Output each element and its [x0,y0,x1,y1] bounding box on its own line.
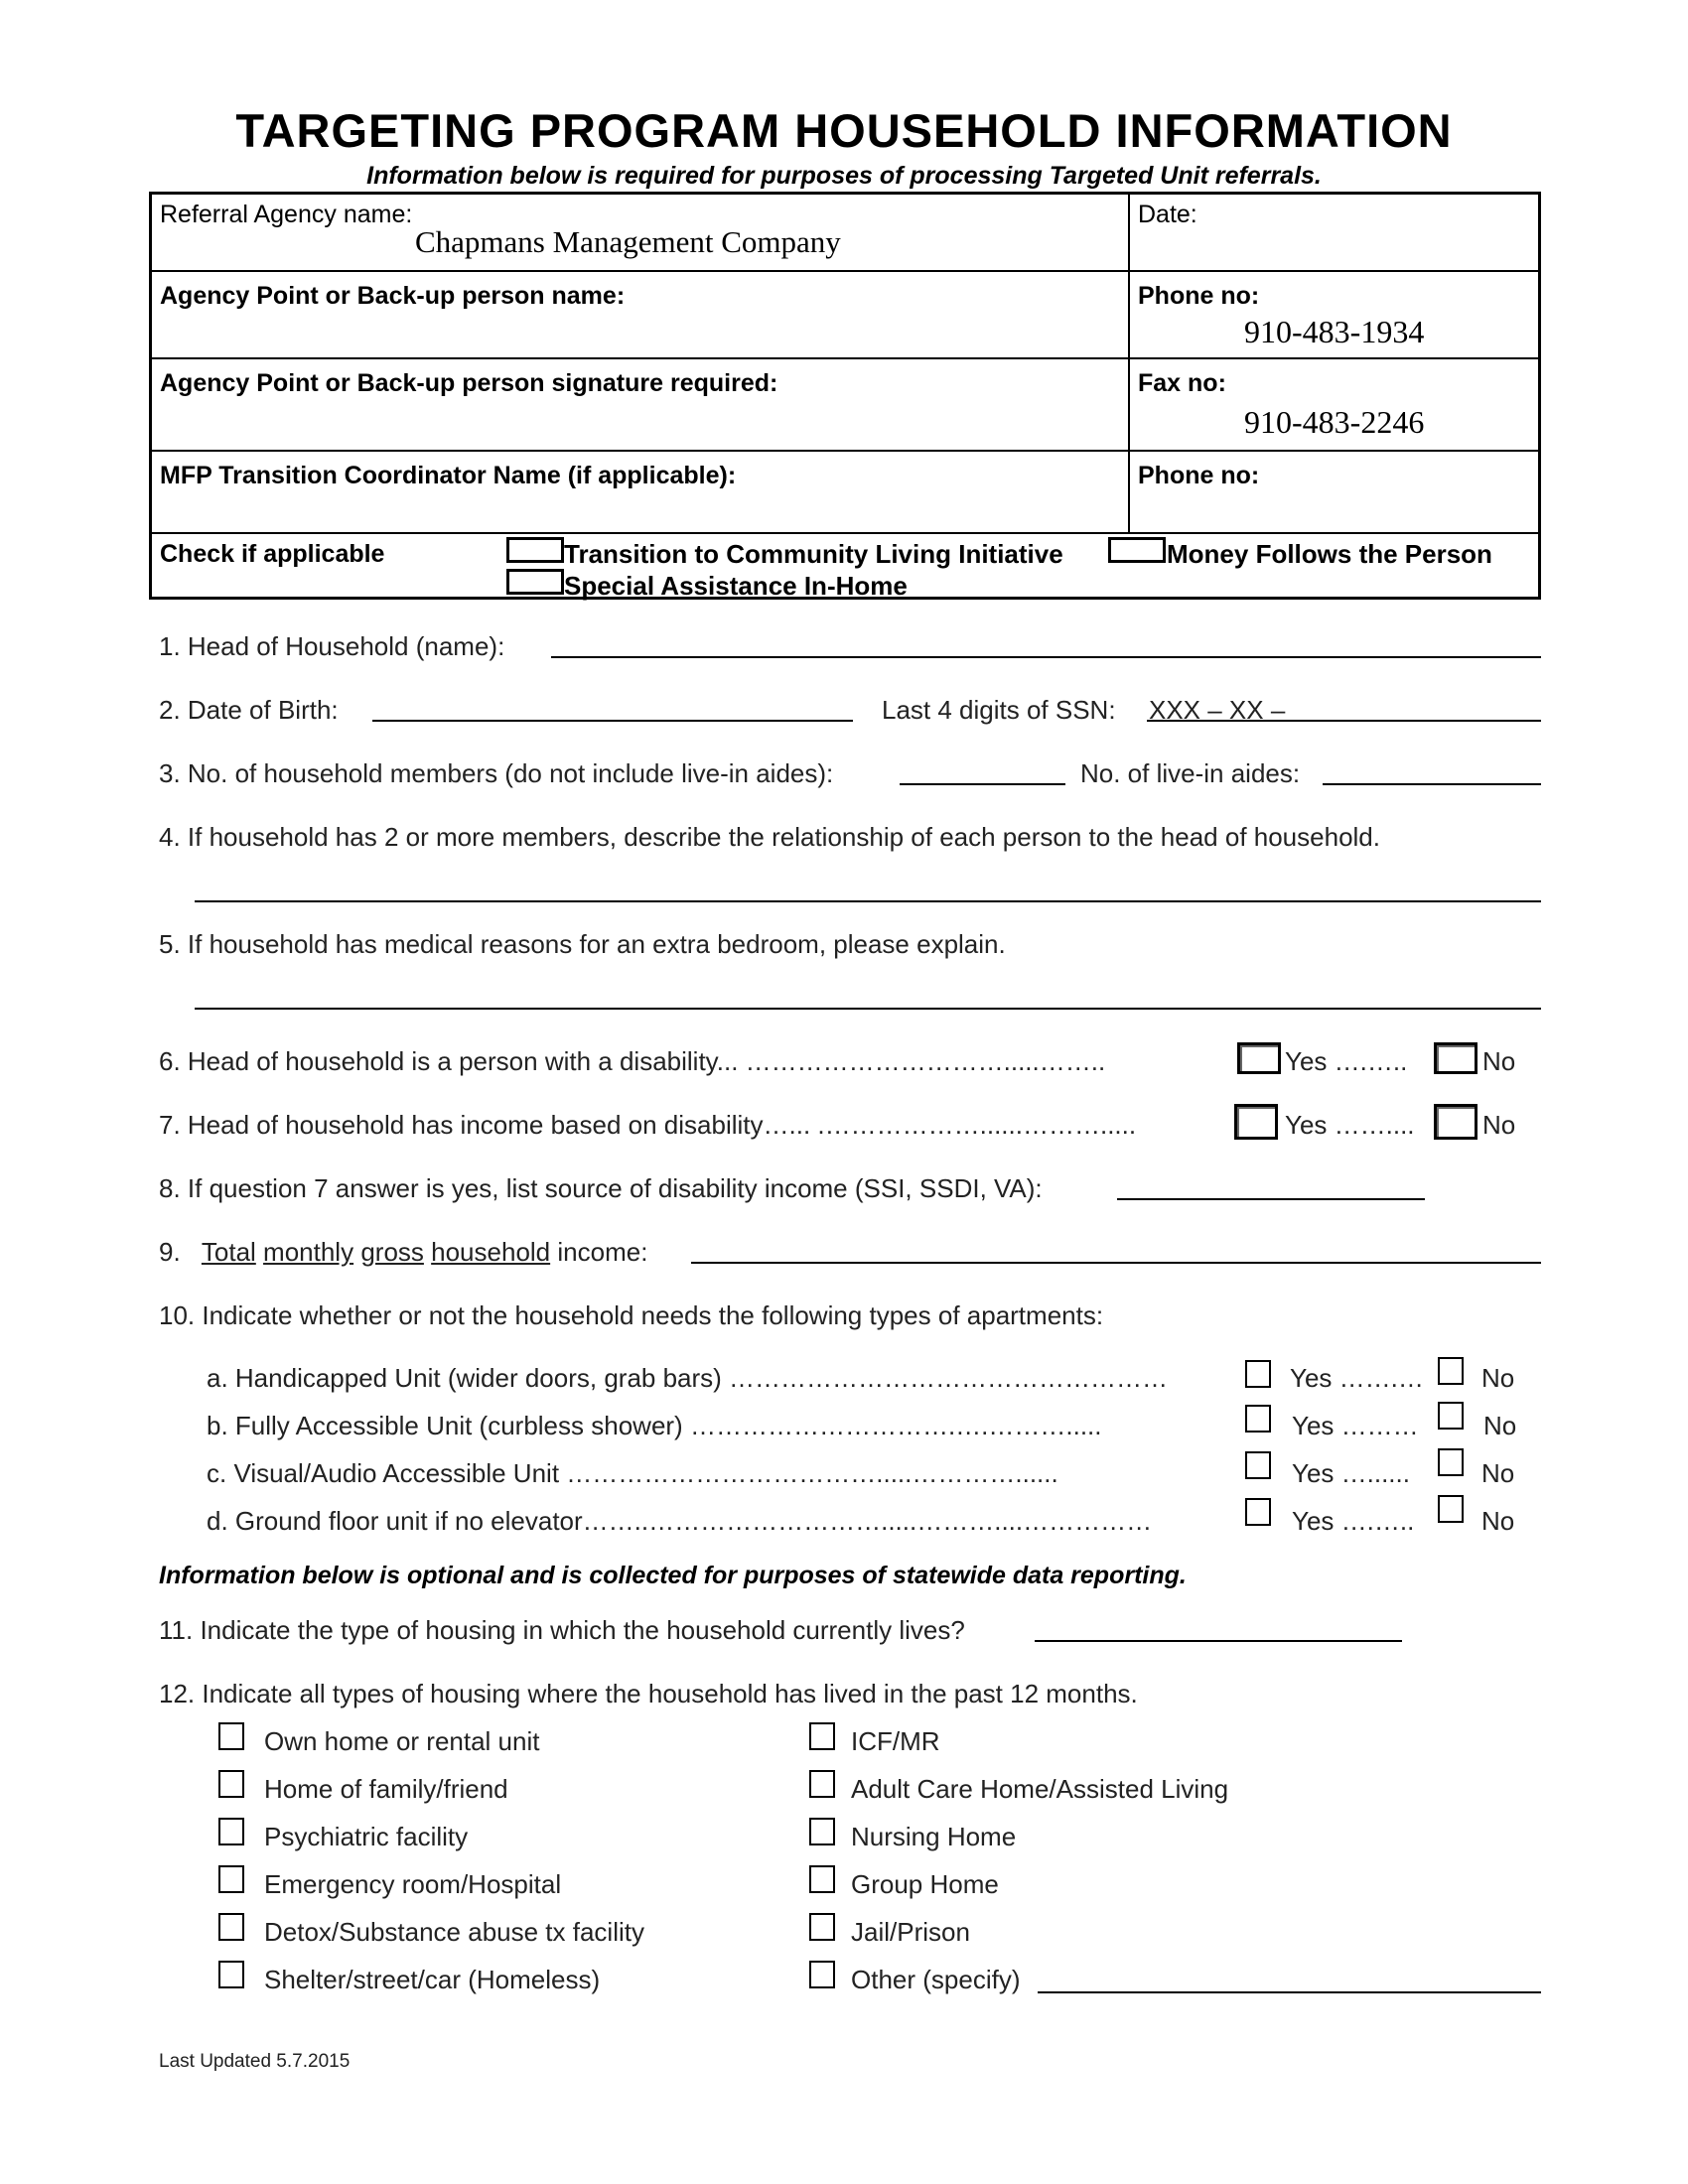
form-title: TARGETING PROGRAM HOUSEHOLD INFORMATION [235,104,1453,157]
q12-label: 12. Indicate all types of housing where the household has lived in the past 12 months. [159,1679,1138,1708]
other-checkbox[interactable] [809,1961,835,1988]
q10c-label: c. Visual/Audio Accessible Unit ……………………………….....…………...... [207,1458,1058,1488]
q10d-label: d. Ground floor unit if no elevator……..……………………….....………....…………… [207,1506,1153,1536]
q6-no-label: No [1482,1046,1516,1076]
q10a-no-checkbox[interactable] [1438,1357,1464,1385]
optional-info-note: Information below is optional and is collected for purposes of statewide data reporting. [159,1562,1187,1589]
relationship-field[interactable] [195,900,1541,902]
detox-checkbox[interactable] [218,1913,244,1941]
q10b-no-checkbox[interactable] [1438,1402,1464,1430]
q10b-yes-label: Yes ……… [1292,1411,1419,1440]
referral-agency-cell[interactable] [152,195,1130,272]
q10d-no-label: No [1481,1506,1515,1536]
other-specify-field[interactable] [1038,1991,1541,1993]
signature-cell[interactable] [152,359,1130,452]
q7-yes-label: Yes …….... [1285,1110,1415,1140]
mfp-phone-cell[interactable] [1130,452,1541,534]
check-applicable-label: Check if applicable [160,540,385,568]
header-table [149,192,1541,600]
q7-label: 7. Head of household has income based on disability…... .………………......………..... [159,1110,1137,1140]
q10c-yes-checkbox[interactable] [1245,1451,1271,1479]
other-label: Other (specify) [851,1965,1021,1994]
adult-care-checkbox[interactable] [809,1770,835,1798]
own-home-label: Own home or rental unit [264,1726,540,1756]
q1-label: 1. Head of Household (name): [159,631,505,661]
mfp-phone-label: Phone no: [1138,462,1260,489]
current-housing-field[interactable] [1035,1640,1402,1642]
q10d-yes-checkbox[interactable] [1245,1498,1271,1526]
q5-label: 5. If household has medical reasons for an extra bedroom, please explain. [159,929,1006,959]
family-friend-label: Home of family/friend [264,1774,508,1804]
q7-yes-checkbox[interactable] [1234,1104,1278,1140]
q10b-yes-checkbox[interactable] [1245,1405,1271,1433]
q10a-label: a. Handicapped Unit (wider doors, grab bars) …………………………………………… [207,1363,1169,1393]
q6-yes-label: Yes ….….. [1285,1046,1408,1076]
shelter-checkbox[interactable] [218,1961,244,1988]
q9-word-household: household [431,1237,551,1267]
phone-label: Phone no: [1138,282,1260,310]
form-subtitle: Information below is required for purposes of processing Targeted Unit referrals. [366,162,1322,190]
fax-label: Fax no: [1138,369,1226,397]
date-of-birth-field[interactable] [372,720,853,722]
mfp-coordinator-cell[interactable] [152,452,1130,534]
live-in-aides-field[interactable] [1323,783,1541,785]
tcli-checkbox[interactable] [506,537,564,563]
jail-prison-label: Jail/Prison [851,1917,970,1947]
q6-yes-checkbox[interactable] [1237,1042,1281,1074]
q3-label: 3. No. of household members (do not include live-in aides): [159,758,834,788]
q9-number: 9. [159,1237,181,1267]
tcli-label: Transition to Community Living Initiative [564,539,1063,569]
q9-tail: income: [557,1237,648,1267]
phone-value: 910-483-1934 [1244,314,1425,349]
point-person-label: Agency Point or Back-up person name: [160,282,626,310]
q8-label: 8. If question 7 answer is yes, list source of disability income (SSI, SSDI, VA): [159,1173,1043,1203]
q9-word-gross: gross [360,1237,424,1267]
emergency-room-label: Emergency room/Hospital [264,1869,562,1899]
q10-label: 10. Indicate whether or not the household needs the following types of apartments: [159,1300,1104,1330]
live-in-aides-label: No. of live-in aides: [1080,758,1301,788]
date-label: Date: [1138,201,1197,228]
q9-word-monthly: monthly [263,1237,354,1267]
ssn-value: XXX – XX – [1149,695,1286,725]
q10c-yes-label: Yes …...... [1292,1458,1410,1488]
referral-agency-value: Chapmans Management Company [415,224,841,259]
check-applicable-row [152,534,1541,600]
family-friend-checkbox[interactable] [218,1770,244,1798]
date-cell[interactable] [1130,195,1541,272]
q4-label: 4. If household has 2 or more members, describe the relationship of each person to the head of household. [159,822,1380,852]
mfp-checkbox[interactable] [1108,537,1166,563]
icf-mr-label: ICF/MR [851,1726,940,1756]
detox-label: Detox/Substance abuse tx facility [264,1917,644,1947]
q6-no-checkbox[interactable] [1434,1042,1477,1074]
q10a-yes-checkbox[interactable] [1245,1360,1271,1388]
monthly-income-field[interactable] [691,1262,1541,1264]
referral-agency-label: Referral Agency name: [160,201,413,228]
emergency-room-checkbox[interactable] [218,1865,244,1893]
signature-label: Agency Point or Back-up person signature required: [160,369,778,397]
q9-word-total: Total [201,1237,256,1267]
nursing-home-checkbox[interactable] [809,1818,835,1845]
special-assistance-checkbox[interactable] [506,569,564,595]
point-person-cell[interactable] [152,272,1130,359]
q10b-no-label: No [1483,1411,1517,1440]
fax-value: 910-483-2246 [1244,404,1425,440]
own-home-checkbox[interactable] [218,1722,244,1750]
nursing-home-label: Nursing Home [851,1822,1017,1851]
extra-bedroom-field[interactable] [195,1008,1541,1010]
mfp-coordinator-label: MFP Transition Coordinator Name (if applicable): [160,462,737,489]
ssn-label: Last 4 digits of SSN: [882,695,1116,725]
psychiatric-label: Psychiatric facility [264,1822,469,1851]
psychiatric-checkbox[interactable] [218,1818,244,1845]
special-assistance-label: Special Assistance In-Home [564,571,908,601]
phone-cell[interactable] [1130,272,1541,359]
q10b-label: b. Fully Accessible Unit (curbless shower) ………………………….….………..... [207,1411,1102,1440]
disability-income-source-field[interactable] [1117,1198,1425,1200]
group-home-checkbox[interactable] [809,1865,835,1893]
shelter-label: Shelter/street/car (Homeless) [264,1965,601,1994]
household-members-field[interactable] [900,783,1065,785]
q7-no-checkbox[interactable] [1434,1104,1477,1140]
q6-label: 6. Head of household is a person with a disability... ………………………….....…….. [159,1046,1106,1076]
q10c-no-label: No [1481,1458,1515,1488]
q2-label: 2. Date of Birth: [159,695,339,725]
group-home-label: Group Home [851,1869,999,1899]
head-of-household-name-field[interactable] [551,656,1541,658]
q9-label [159,1237,647,1268]
jail-prison-checkbox[interactable] [809,1913,835,1941]
q10d-yes-label: Yes ….….. [1292,1506,1415,1536]
q11-label: 11. Indicate the type of housing in which the household currently lives? [159,1615,965,1645]
q10d-no-checkbox[interactable] [1438,1495,1464,1523]
mfp-option-label: Money Follows the Person [1167,539,1492,569]
q10a-no-label: No [1481,1363,1515,1393]
adult-care-label: Adult Care Home/Assisted Living [851,1774,1229,1804]
fax-cell[interactable] [1130,359,1541,452]
last-updated: Last Updated 5.7.2015 [159,2051,351,2072]
q7-no-label: No [1482,1110,1516,1140]
q10c-no-checkbox[interactable] [1438,1448,1464,1476]
icf-mr-checkbox[interactable] [809,1722,835,1750]
q10a-yes-label: Yes …….… [1290,1363,1424,1393]
